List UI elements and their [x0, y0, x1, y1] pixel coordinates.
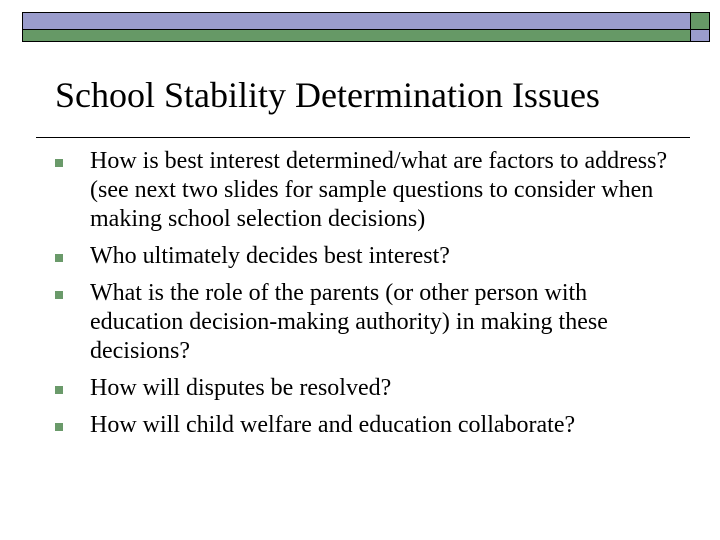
- bullet-square-icon: [55, 291, 63, 299]
- header-bar-green: [22, 29, 691, 42]
- corner-box-green: [690, 12, 710, 30]
- bullet-square-icon: [55, 386, 63, 394]
- title-divider: [36, 137, 690, 138]
- corner-box-purple: [690, 29, 710, 42]
- slide-title: School Stability Determination Issues: [55, 75, 600, 115]
- bullet-item: [55, 374, 685, 403]
- bullet-item: [55, 279, 685, 366]
- bullet-text: How is best interest determined/what are factors to address? (see next two slides for sample questions to consider when making school selection decisions): [90, 148, 668, 232]
- bullet-square-icon: [55, 159, 63, 167]
- bullet-text: How will child welfare and education collaborate?: [90, 412, 576, 438]
- bullet-item: [55, 411, 685, 440]
- bullet-item: [55, 242, 685, 271]
- bullet-square-icon: [55, 254, 63, 262]
- bullet-item: [55, 147, 685, 234]
- bullet-text: What is the role of the parents (or other person with education decision-making authority) in making these decisions?: [90, 280, 608, 364]
- bullet-list: [55, 147, 685, 448]
- bullet-square-icon: [55, 423, 63, 431]
- bullet-text: Who ultimately decides best interest?: [90, 243, 450, 269]
- bullet-text: How will disputes be resolved?: [90, 375, 392, 401]
- header-bar-purple: [22, 12, 691, 30]
